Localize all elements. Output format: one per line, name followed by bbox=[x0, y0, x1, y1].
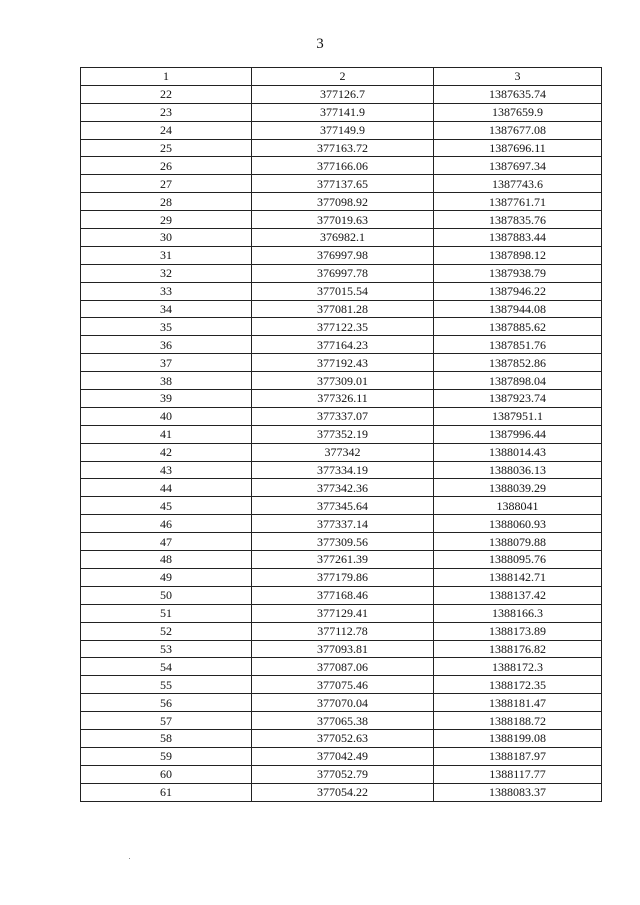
x-coordinate-cell: 377309.56 bbox=[252, 533, 434, 551]
table-row bbox=[81, 229, 602, 247]
point-number-cell: 25 bbox=[81, 139, 252, 157]
table-row bbox=[81, 390, 602, 408]
x-coordinate-cell: 376982.1 bbox=[252, 229, 434, 247]
point-number-cell: 39 bbox=[81, 390, 252, 408]
point-number-cell: 24 bbox=[81, 121, 252, 139]
x-coordinate-cell: 377163.72 bbox=[252, 139, 434, 157]
column-header-1: 1 bbox=[81, 68, 252, 86]
point-number-cell: 29 bbox=[81, 211, 252, 229]
y-coordinate-cell: 1387944.08 bbox=[434, 300, 602, 318]
table-row bbox=[81, 425, 602, 443]
x-coordinate-cell: 377337.14 bbox=[252, 515, 434, 533]
x-coordinate-cell: 377334.19 bbox=[252, 461, 434, 479]
table-row bbox=[81, 407, 602, 425]
table-row bbox=[81, 765, 602, 783]
table-row bbox=[81, 193, 602, 211]
x-coordinate-cell: 377122.35 bbox=[252, 318, 434, 336]
y-coordinate-cell: 1387835.76 bbox=[434, 211, 602, 229]
point-number-cell: 22 bbox=[81, 85, 252, 103]
table-row bbox=[81, 515, 602, 533]
point-number-cell: 45 bbox=[81, 497, 252, 515]
x-coordinate-cell: 377166.06 bbox=[252, 157, 434, 175]
point-number-cell: 46 bbox=[81, 515, 252, 533]
y-coordinate-cell: 1387677.08 bbox=[434, 121, 602, 139]
table-row bbox=[81, 354, 602, 372]
table-row bbox=[81, 175, 602, 193]
column-header-2: 2 bbox=[252, 68, 434, 86]
y-coordinate-cell: 1387923.74 bbox=[434, 390, 602, 408]
y-coordinate-cell: 1387852.86 bbox=[434, 354, 602, 372]
scan-speck bbox=[129, 858, 130, 859]
x-coordinate-cell: 377019.63 bbox=[252, 211, 434, 229]
x-coordinate-cell: 377326.11 bbox=[252, 390, 434, 408]
point-number-cell: 34 bbox=[81, 300, 252, 318]
x-coordinate-cell: 377015.54 bbox=[252, 282, 434, 300]
y-coordinate-cell: 1388173.89 bbox=[434, 622, 602, 640]
point-number-cell: 47 bbox=[81, 533, 252, 551]
table-row bbox=[81, 336, 602, 354]
table-body bbox=[81, 85, 602, 801]
y-coordinate-cell: 1387898.12 bbox=[434, 246, 602, 264]
point-number-cell: 55 bbox=[81, 676, 252, 694]
table-row bbox=[81, 157, 602, 175]
y-coordinate-cell: 1388181.47 bbox=[434, 694, 602, 712]
point-number-cell: 31 bbox=[81, 246, 252, 264]
point-number-cell: 56 bbox=[81, 694, 252, 712]
x-coordinate-cell: 376997.78 bbox=[252, 264, 434, 282]
y-coordinate-cell: 1388083.37 bbox=[434, 783, 602, 801]
x-coordinate-cell: 377093.81 bbox=[252, 640, 434, 658]
table-row bbox=[81, 568, 602, 586]
coordinates-table bbox=[80, 67, 602, 802]
y-coordinate-cell: 1388172.3 bbox=[434, 658, 602, 676]
point-number-cell: 33 bbox=[81, 282, 252, 300]
table-row bbox=[81, 85, 602, 103]
x-coordinate-cell: 377309.01 bbox=[252, 372, 434, 390]
table-row bbox=[81, 533, 602, 551]
x-coordinate-cell: 377137.65 bbox=[252, 175, 434, 193]
point-number-cell: 38 bbox=[81, 372, 252, 390]
table-row bbox=[81, 712, 602, 730]
x-coordinate-cell: 377098.92 bbox=[252, 193, 434, 211]
y-coordinate-cell: 1388176.82 bbox=[434, 640, 602, 658]
table-row bbox=[81, 211, 602, 229]
y-coordinate-cell: 1388041 bbox=[434, 497, 602, 515]
point-number-cell: 48 bbox=[81, 551, 252, 569]
y-coordinate-cell: 1388137.42 bbox=[434, 586, 602, 604]
table-row bbox=[81, 694, 602, 712]
point-number-cell: 36 bbox=[81, 336, 252, 354]
table-row bbox=[81, 139, 602, 157]
point-number-cell: 28 bbox=[81, 193, 252, 211]
table-row bbox=[81, 658, 602, 676]
table-row bbox=[81, 729, 602, 747]
y-coordinate-cell: 1388060.93 bbox=[434, 515, 602, 533]
x-coordinate-cell: 377129.41 bbox=[252, 604, 434, 622]
table-row bbox=[81, 783, 602, 801]
table-row bbox=[81, 586, 602, 604]
table-row bbox=[81, 497, 602, 515]
x-coordinate-cell: 377342 bbox=[252, 443, 434, 461]
page-number: 3 bbox=[316, 36, 324, 52]
x-coordinate-cell: 377342.36 bbox=[252, 479, 434, 497]
column-header-3: 3 bbox=[434, 68, 602, 86]
point-number-cell: 51 bbox=[81, 604, 252, 622]
x-coordinate-cell: 377052.79 bbox=[252, 765, 434, 783]
table-row bbox=[81, 479, 602, 497]
y-coordinate-cell: 1387761.71 bbox=[434, 193, 602, 211]
point-number-cell: 27 bbox=[81, 175, 252, 193]
x-coordinate-cell: 377070.04 bbox=[252, 694, 434, 712]
point-number-cell: 37 bbox=[81, 354, 252, 372]
x-coordinate-cell: 377075.46 bbox=[252, 676, 434, 694]
table-row bbox=[81, 461, 602, 479]
point-number-cell: 41 bbox=[81, 425, 252, 443]
point-number-cell: 59 bbox=[81, 747, 252, 765]
table-row bbox=[81, 103, 602, 121]
y-coordinate-cell: 1388142.71 bbox=[434, 568, 602, 586]
y-coordinate-cell: 1388187.97 bbox=[434, 747, 602, 765]
x-coordinate-cell: 377164.23 bbox=[252, 336, 434, 354]
point-number-cell: 58 bbox=[81, 729, 252, 747]
point-number-cell: 30 bbox=[81, 229, 252, 247]
table-row bbox=[81, 604, 602, 622]
point-number-cell: 54 bbox=[81, 658, 252, 676]
y-coordinate-cell: 1387883.44 bbox=[434, 229, 602, 247]
y-coordinate-cell: 1387898.04 bbox=[434, 372, 602, 390]
x-coordinate-cell: 377149.9 bbox=[252, 121, 434, 139]
y-coordinate-cell: 1387743.6 bbox=[434, 175, 602, 193]
point-number-cell: 23 bbox=[81, 103, 252, 121]
y-coordinate-cell: 1388079.88 bbox=[434, 533, 602, 551]
y-coordinate-cell: 1387951.1 bbox=[434, 407, 602, 425]
y-coordinate-cell: 1388172.35 bbox=[434, 676, 602, 694]
table-row bbox=[81, 246, 602, 264]
y-coordinate-cell: 1387659.9 bbox=[434, 103, 602, 121]
x-coordinate-cell: 377141.9 bbox=[252, 103, 434, 121]
table-row bbox=[81, 264, 602, 282]
table-row bbox=[81, 747, 602, 765]
table-row bbox=[81, 300, 602, 318]
x-coordinate-cell: 377345.64 bbox=[252, 497, 434, 515]
table-row bbox=[81, 551, 602, 569]
y-coordinate-cell: 1387885.62 bbox=[434, 318, 602, 336]
y-coordinate-cell: 1388188.72 bbox=[434, 712, 602, 730]
y-coordinate-cell: 1387635.74 bbox=[434, 85, 602, 103]
x-coordinate-cell: 377087.06 bbox=[252, 658, 434, 676]
y-coordinate-cell: 1387851.76 bbox=[434, 336, 602, 354]
x-coordinate-cell: 377042.49 bbox=[252, 747, 434, 765]
point-number-cell: 40 bbox=[81, 407, 252, 425]
y-coordinate-cell: 1388036.13 bbox=[434, 461, 602, 479]
x-coordinate-cell: 377081.28 bbox=[252, 300, 434, 318]
point-number-cell: 57 bbox=[81, 712, 252, 730]
point-number-cell: 35 bbox=[81, 318, 252, 336]
y-coordinate-cell: 1387996.44 bbox=[434, 425, 602, 443]
point-number-cell: 61 bbox=[81, 783, 252, 801]
point-number-cell: 53 bbox=[81, 640, 252, 658]
x-coordinate-cell: 377112.78 bbox=[252, 622, 434, 640]
y-coordinate-cell: 1387696.11 bbox=[434, 139, 602, 157]
table-row bbox=[81, 443, 602, 461]
point-number-cell: 43 bbox=[81, 461, 252, 479]
y-coordinate-cell: 1388095.76 bbox=[434, 551, 602, 569]
y-coordinate-cell: 1388014.43 bbox=[434, 443, 602, 461]
point-number-cell: 44 bbox=[81, 479, 252, 497]
y-coordinate-cell: 1387938.79 bbox=[434, 264, 602, 282]
y-coordinate-cell: 1388117.77 bbox=[434, 765, 602, 783]
x-coordinate-cell: 377261.39 bbox=[252, 551, 434, 569]
y-coordinate-cell: 1388039.29 bbox=[434, 479, 602, 497]
point-number-cell: 50 bbox=[81, 586, 252, 604]
table-row bbox=[81, 372, 602, 390]
y-coordinate-cell: 1388199.08 bbox=[434, 729, 602, 747]
point-number-cell: 42 bbox=[81, 443, 252, 461]
x-coordinate-cell: 376997.98 bbox=[252, 246, 434, 264]
y-coordinate-cell: 1387946.22 bbox=[434, 282, 602, 300]
x-coordinate-cell: 377192.43 bbox=[252, 354, 434, 372]
point-number-cell: 32 bbox=[81, 264, 252, 282]
point-number-cell: 60 bbox=[81, 765, 252, 783]
point-number-cell: 49 bbox=[81, 568, 252, 586]
table-row bbox=[81, 640, 602, 658]
table-header-row bbox=[81, 68, 602, 86]
table-row bbox=[81, 676, 602, 694]
x-coordinate-cell: 377065.38 bbox=[252, 712, 434, 730]
table-row bbox=[81, 622, 602, 640]
x-coordinate-cell: 377179.86 bbox=[252, 568, 434, 586]
x-coordinate-cell: 377352.19 bbox=[252, 425, 434, 443]
y-coordinate-cell: 1387697.34 bbox=[434, 157, 602, 175]
x-coordinate-cell: 377168.46 bbox=[252, 586, 434, 604]
table-row bbox=[81, 121, 602, 139]
table-row bbox=[81, 318, 602, 336]
x-coordinate-cell: 377126.7 bbox=[252, 85, 434, 103]
x-coordinate-cell: 377052.63 bbox=[252, 729, 434, 747]
point-number-cell: 26 bbox=[81, 157, 252, 175]
x-coordinate-cell: 377054.22 bbox=[252, 783, 434, 801]
point-number-cell: 52 bbox=[81, 622, 252, 640]
x-coordinate-cell: 377337.07 bbox=[252, 407, 434, 425]
y-coordinate-cell: 1388166.3 bbox=[434, 604, 602, 622]
table-row bbox=[81, 282, 602, 300]
